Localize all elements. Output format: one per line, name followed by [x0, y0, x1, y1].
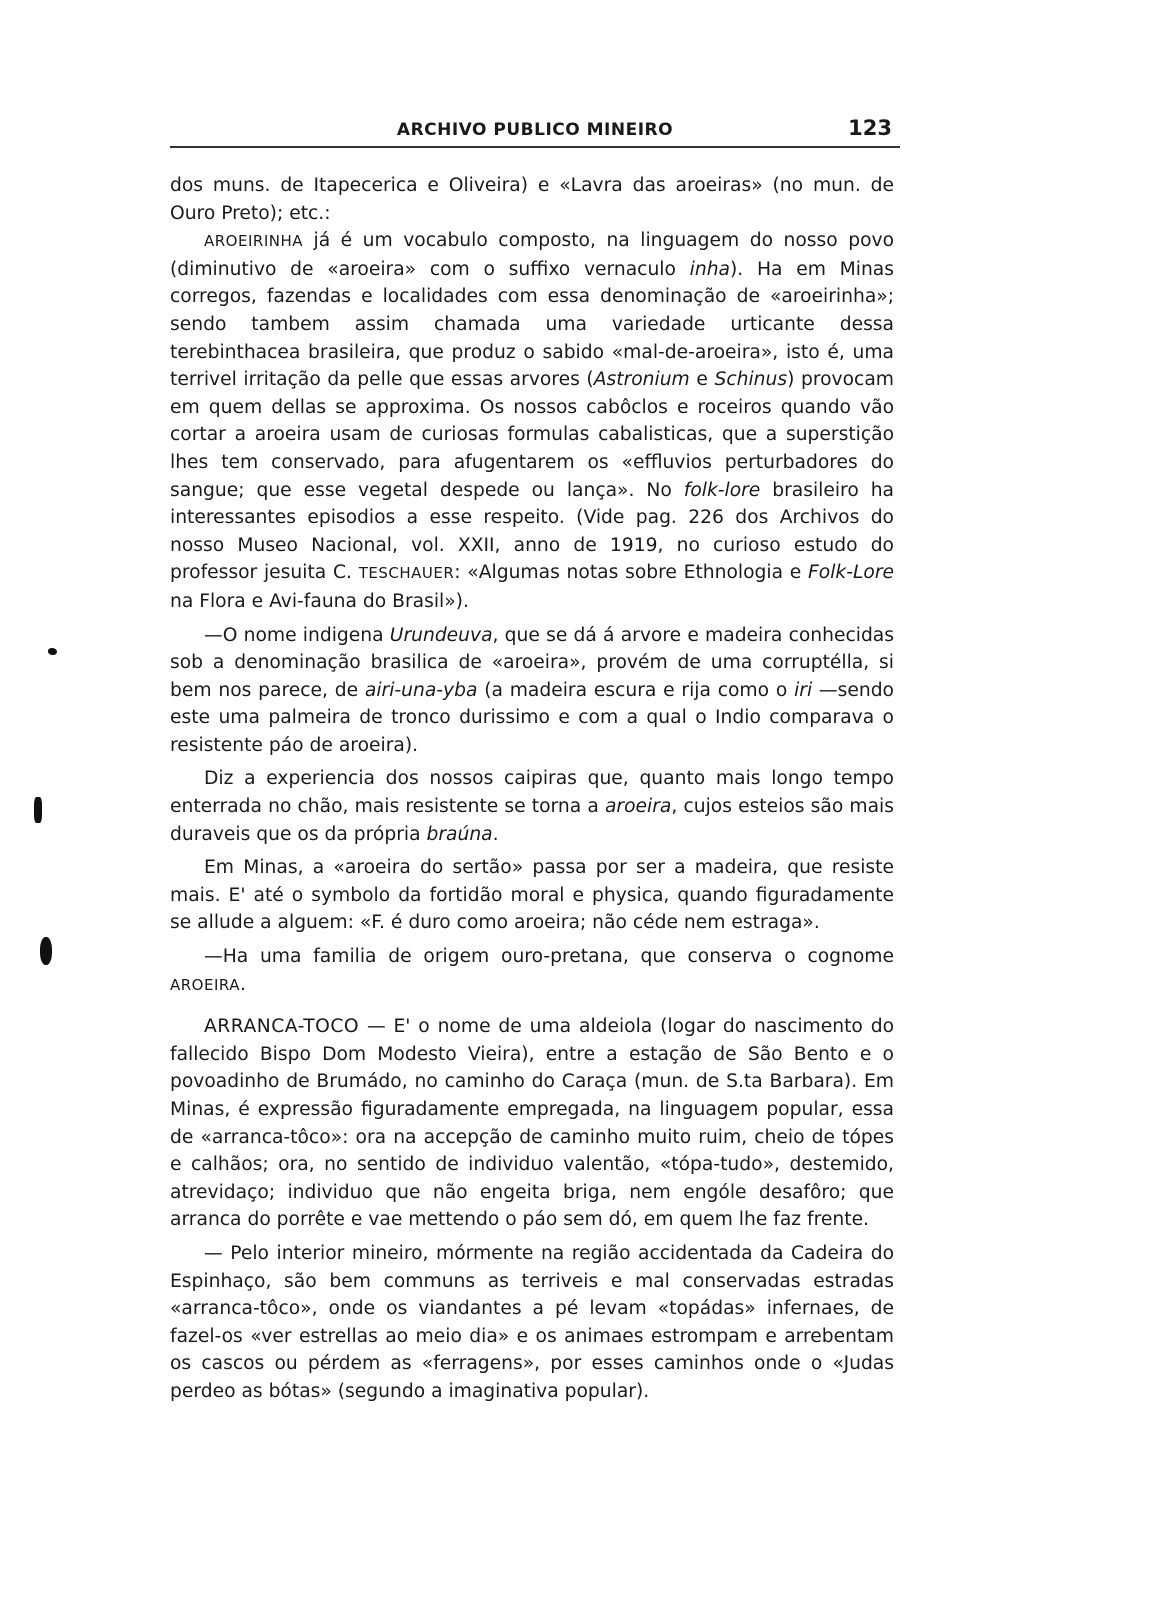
text-run: já é um vocabulo composto, na linguagem do nosso povo (diminutivo de «aroeira» com o suffixo vernaculo [170, 230, 894, 280]
text-run: — E' o nome de uma aldeiola (logar do nascimento do fallecido Bispo Dom Modesto Vieira), entre a estação de São Bento e o povoadinho de Brumádo, no caminho do Caraça (mun. de S.ta Barbara). Em Minas, é expressão figuradamente empregada, na linguagem popular, essa de «arranca-tôco»: ora na accepção de caminho muito ruim, cheio de tópes e calhãos; ora, no sentido de individuo valentão, «tópa-tudo», destemido, atrevidaço; individuo que não engeita briga, nem engóle desafôro; que arranca do porrête e vae mettendo o páo sem dó, em quem lhe faz frente. [170, 1016, 894, 1231]
text-run: brasileiro ha interessantes episodios a esse respeito. (Vide pag. 226 dos Archivos do nosso Museo Nacional, vol. XXII, anno de 1919, no curioso estudo do professor jesuita C. [170, 479, 895, 584]
italic-term: airi-una-yba [364, 679, 478, 701]
page-number: 123 [848, 116, 892, 140]
italic-term: Folk-Lore [808, 562, 894, 584]
paragraph [170, 1013, 894, 1234]
paragraph [170, 622, 894, 760]
text-run: . [239, 973, 246, 995]
text-run: — Pelo interior mineiro, mórmente na região accidentada da Cadeira do Espinhaço, são bem communs as terriveis e mal conservadas estradas «arranca-tôco», onde os viandantes a pé levam «topádas» infernaes, de fazel-os «ver estrellas ao meio dia» e os animaes estrompam e arrebentam os cascos ou pérdem as «ferragens», por esses caminhos onde o «Judas perdeo as bótas» (segundo a imaginativa popular). [170, 1242, 894, 1402]
entry-term: AROEIRINHA [204, 232, 303, 251]
italic-term: iri [794, 679, 813, 701]
text-run: ) provocam em quem dellas se approxima. Os nossos cabôclos e roceiros quando vão cortar a aroeira usam de curiosas formulas cabalisticas, que a superstição lhes tem conservado, para afugentarem os «effluvios perturbadores do sangue; que esse vegetal despede ou lança». No [170, 369, 894, 501]
margin-blot-3 [40, 937, 52, 965]
text-run: na Flora e Avi-fauna do Brasil»). [170, 590, 469, 612]
italic-term: Schinus [714, 369, 788, 391]
italic-term: braúna [426, 823, 493, 845]
surname: AROEIRA [170, 975, 240, 994]
italic-term: Urundeuva [389, 624, 493, 646]
entry-term: ARRANCA-TOCO [204, 1016, 360, 1038]
italic-term: Astronium [593, 369, 690, 391]
text-run: —Ha uma familia de origem ouro-pretana, que conserva o cognome [204, 946, 894, 968]
text-run: e [689, 369, 715, 391]
italic-term: inha [689, 258, 730, 280]
running-title: ARCHIVO PUBLICO MINEIRO [396, 120, 674, 140]
text-run: , cujos esteios são mais duraveis que os da própria [170, 796, 894, 845]
paragraph [170, 172, 894, 227]
margin-blot-2 [34, 797, 42, 823]
text-run: —sendo este uma palmeira de tronco durissimo e com a qual o Indio comparava o resistente páo de aroeira). [170, 679, 894, 756]
paragraph [170, 943, 894, 999]
paragraph [170, 765, 894, 848]
text-run: ). Ha em Minas corregos, fazendas e localidades com essa denominação de «aroeirinha»; sendo tambem assim chamada uma variedade urticante dessa terebinthacea brasileira, que produz o sabido «mal-de-aroeira», isto é, uma terrivel irritação da pelle que essas arvores ( [170, 258, 894, 391]
margin-blot-1 [48, 648, 57, 655]
italic-term: folk-lore [683, 479, 761, 501]
text-run: Em Minas, a «aroeira do sertão» passa por ser a madeira, que resiste mais. E' até o symbolo da fortidão moral e physica, quando figuradamente se allude a alguem: «F. é duro como aroeira; não céde nem estraga». [170, 857, 894, 934]
paragraph [170, 227, 894, 615]
italic-term: aroeira [604, 796, 672, 818]
paragraph [170, 854, 894, 937]
text-run: : «Algumas notas sobre Ethnologia e [454, 562, 809, 584]
text-run: Diz a experiencia dos nossos caipiras que, quanto mais longo tempo enterrada no chão, mais resistente se torna a [170, 768, 894, 818]
running-header [170, 112, 900, 148]
text-run: , que se dá á arvore e madeira conhecidas sob a denominação brasilica de «aroeira», provém de uma corruptélla, si bem nos parece, de [170, 624, 894, 701]
paragraph [170, 1240, 894, 1406]
text-run: dos muns. de Itapecerica e Oliveira) e «Lavra das aroeiras» (no mun. de Ouro Preto); etc.: [170, 175, 894, 224]
author-name: TESCHAUER [358, 564, 455, 583]
text-run: (a madeira escura e rija como o [477, 679, 795, 701]
text-run: —O nome indigena [204, 624, 390, 646]
body-text [170, 172, 894, 1406]
text-run: . [492, 823, 499, 845]
